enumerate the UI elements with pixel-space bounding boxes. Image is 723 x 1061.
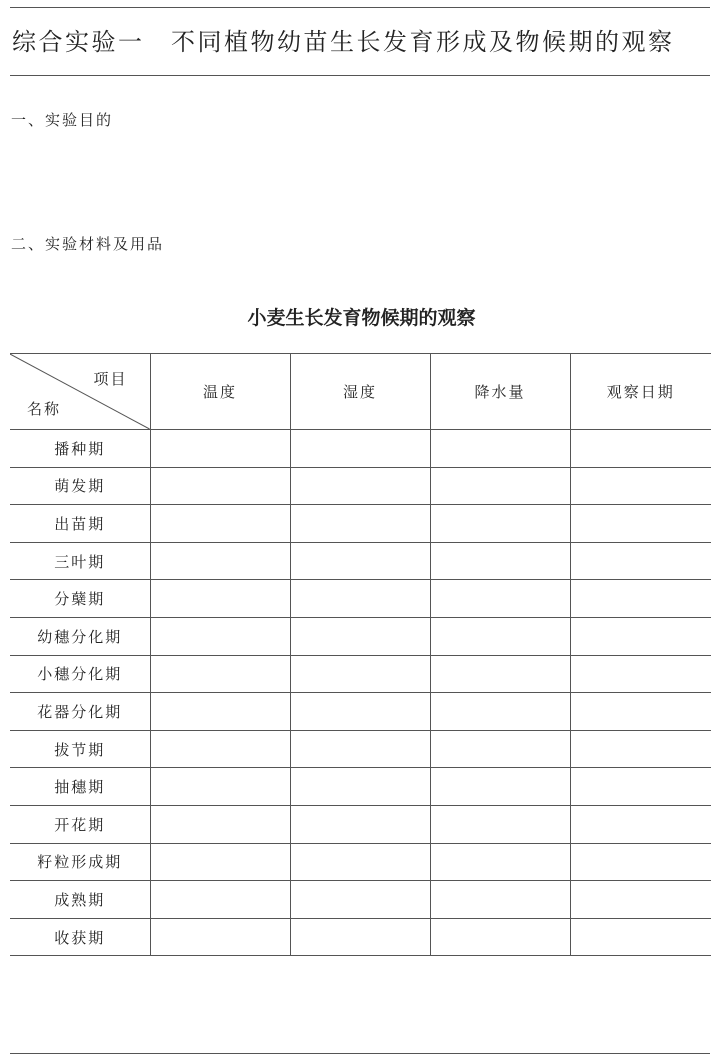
phenology-observation-table <box>10 353 711 956</box>
stage-name-cell: 抽穗期 <box>10 768 150 806</box>
table-corner-header <box>10 354 150 430</box>
humidity-cell[interactable] <box>290 918 430 956</box>
precipitation-cell[interactable] <box>430 843 570 881</box>
stage-name-cell: 分蘖期 <box>10 580 150 618</box>
temperature-cell[interactable] <box>150 617 290 655</box>
humidity-cell[interactable] <box>290 505 430 543</box>
precipitation-cell[interactable] <box>430 505 570 543</box>
table-row <box>10 617 711 655</box>
humidity-cell[interactable] <box>290 730 430 768</box>
column-header-temperature: 温度 <box>150 354 290 430</box>
precipitation-cell[interactable] <box>430 693 570 731</box>
humidity-cell[interactable] <box>290 617 430 655</box>
section-heading-materials: 二、实验材料及用品 <box>11 235 165 253</box>
stage-name-cell: 成熟期 <box>10 881 150 919</box>
precipitation-cell[interactable] <box>430 805 570 843</box>
observation-date-cell[interactable] <box>570 580 711 618</box>
temperature-cell[interactable] <box>150 655 290 693</box>
table-body <box>10 430 711 956</box>
observation-date-cell[interactable] <box>570 430 711 468</box>
temperature-cell[interactable] <box>150 467 290 505</box>
column-header-precipitation: 降水量 <box>430 354 570 430</box>
table-row <box>10 693 711 731</box>
humidity-cell[interactable] <box>290 655 430 693</box>
temperature-cell[interactable] <box>150 881 290 919</box>
humidity-cell[interactable] <box>290 542 430 580</box>
table-caption: 小麦生长发育物候期的观察 <box>247 307 476 329</box>
humidity-cell[interactable] <box>290 805 430 843</box>
observation-date-cell[interactable] <box>570 617 711 655</box>
table-row <box>10 768 711 806</box>
temperature-cell[interactable] <box>150 730 290 768</box>
precipitation-cell[interactable] <box>430 542 570 580</box>
table-row <box>10 918 711 956</box>
precipitation-cell[interactable] <box>430 430 570 468</box>
table-row <box>10 505 711 543</box>
humidity-cell[interactable] <box>290 580 430 618</box>
title-underline-rule <box>10 75 710 76</box>
temperature-cell[interactable] <box>150 843 290 881</box>
table-row <box>10 881 711 919</box>
temperature-cell[interactable] <box>150 505 290 543</box>
precipitation-cell[interactable] <box>430 881 570 919</box>
precipitation-cell[interactable] <box>430 655 570 693</box>
precipitation-cell[interactable] <box>430 467 570 505</box>
observation-date-cell[interactable] <box>570 655 711 693</box>
observation-date-cell[interactable] <box>570 693 711 731</box>
stage-name-cell: 籽粒形成期 <box>10 843 150 881</box>
corner-label-name: 名称 <box>27 400 62 418</box>
corner-label-item: 项目 <box>93 370 128 388</box>
temperature-cell[interactable] <box>150 580 290 618</box>
stage-name-cell: 开花期 <box>10 805 150 843</box>
temperature-cell[interactable] <box>150 693 290 731</box>
stage-name-cell: 花器分化期 <box>10 693 150 731</box>
humidity-cell[interactable] <box>290 693 430 731</box>
observation-date-cell[interactable] <box>570 805 711 843</box>
stage-name-cell: 收获期 <box>10 918 150 956</box>
precipitation-cell[interactable] <box>430 730 570 768</box>
observation-date-cell[interactable] <box>570 505 711 543</box>
stage-name-cell: 拔节期 <box>10 730 150 768</box>
precipitation-cell[interactable] <box>430 918 570 956</box>
humidity-cell[interactable] <box>290 768 430 806</box>
column-header-observation-date: 观察日期 <box>570 354 711 430</box>
observation-date-cell[interactable] <box>570 730 711 768</box>
table-row <box>10 430 711 468</box>
temperature-cell[interactable] <box>150 430 290 468</box>
table-row <box>10 805 711 843</box>
bottom-rule <box>10 1053 710 1054</box>
table-row <box>10 542 711 580</box>
precipitation-cell[interactable] <box>430 580 570 618</box>
table-row <box>10 580 711 618</box>
observation-date-cell[interactable] <box>570 843 711 881</box>
stage-name-cell: 萌发期 <box>10 467 150 505</box>
precipitation-cell[interactable] <box>430 617 570 655</box>
section-heading-purpose: 一、实验目的 <box>11 111 114 129</box>
humidity-cell[interactable] <box>290 881 430 919</box>
humidity-cell[interactable] <box>290 430 430 468</box>
precipitation-cell[interactable] <box>430 768 570 806</box>
top-rule <box>10 7 710 8</box>
table-row <box>10 655 711 693</box>
observation-date-cell[interactable] <box>570 918 711 956</box>
table-row <box>10 467 711 505</box>
table-row <box>10 730 711 768</box>
stage-name-cell: 小穗分化期 <box>10 655 150 693</box>
observation-date-cell[interactable] <box>570 467 711 505</box>
temperature-cell[interactable] <box>150 768 290 806</box>
temperature-cell[interactable] <box>150 918 290 956</box>
stage-name-cell: 幼穗分化期 <box>10 617 150 655</box>
temperature-cell[interactable] <box>150 542 290 580</box>
stage-name-cell: 出苗期 <box>10 505 150 543</box>
humidity-cell[interactable] <box>290 467 430 505</box>
observation-date-cell[interactable] <box>570 881 711 919</box>
table-row <box>10 843 711 881</box>
stage-name-cell: 三叶期 <box>10 542 150 580</box>
temperature-cell[interactable] <box>150 805 290 843</box>
table-header-row <box>10 354 711 430</box>
observation-date-cell[interactable] <box>570 768 711 806</box>
column-header-humidity: 湿度 <box>290 354 430 430</box>
stage-name-cell: 播种期 <box>10 430 150 468</box>
page-title: 综合实验一 不同植物幼苗生长发育形成及物候期的观察 <box>12 28 675 56</box>
humidity-cell[interactable] <box>290 843 430 881</box>
observation-date-cell[interactable] <box>570 542 711 580</box>
